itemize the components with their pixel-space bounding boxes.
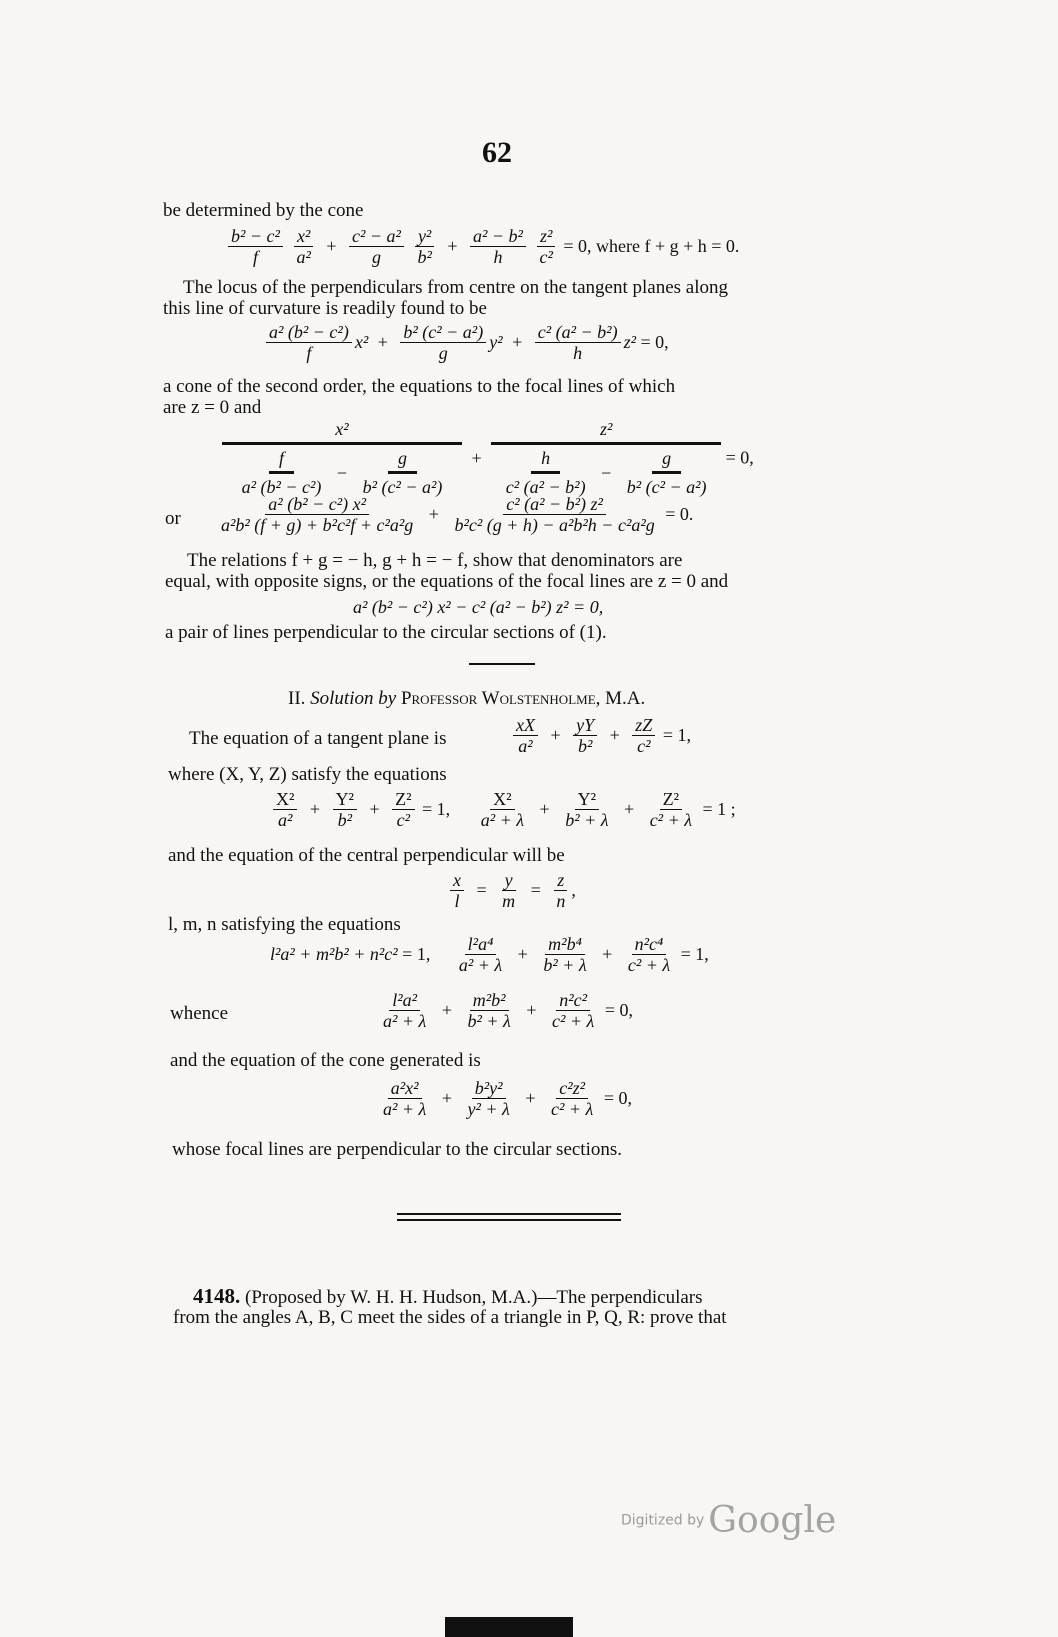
paragraph-text: equal, with opposite signs, or the equations of the focal lines are z = 0 and — [165, 571, 729, 592]
equation-perpendicular: $\frac{x}{l}$ = $\frac{y}{m}$ = $\frac{z}{n}$ , — [447, 870, 576, 911]
equation-tail: = 0, where f + g + h = 0. — [563, 236, 740, 256]
solution-author: Professor Wolstenholme, M.A. — [400, 688, 646, 709]
solution-prefix: II. — [288, 688, 306, 709]
paragraph-text: The relations f + g = − h, g + h = − f, show that denominators are — [187, 550, 683, 571]
section-divider — [469, 663, 535, 665]
digitized-by-text: Digitized by — [621, 1512, 705, 1529]
paragraph-text: The equation of a tangent plane is — [189, 728, 447, 749]
paragraph-text: a pair of lines perpendicular to the circular sections of (1). — [165, 622, 607, 643]
equation-focal-lines: a² (b² − c²) x² − c² (a² − b²) z² = 0, — [353, 597, 604, 617]
digitized-by-google-watermark — [621, 1500, 836, 1541]
equation-cone: $\frac{\text{b² − c²}}{f}$ $\frac{\text{x²}}{\text{a²}}$ + $\frac{\text{c² − a²}}{g}$ $\frac{\text{y²}}{\text{b²}}$ + $\frac{\text{a² − b²}}{h}$ $\frac{\text{z²}}{\text{c²}}$ = 0, where f + g + h = 0. — [225, 226, 739, 267]
equation-cone-generated: $\frac{\text{a²x²}}{\text{a² + λ}}$ + $\frac{\text{b²y²}}{\text{y² + λ}}$ + $\frac{\text{c²z²}}{\text{c² + λ}}$ = 0, — [383, 1078, 632, 1119]
google-logo: Google — [708, 1500, 837, 1541]
problem-number: 4148. — [193, 1284, 241, 1308]
paragraph-text: are z = 0 and — [163, 397, 262, 418]
problem-line-1 — [193, 1285, 703, 1309]
problem-line-2: from the angles A, B, C meet the sides of a triangle in P, Q, R: prove that — [173, 1307, 727, 1328]
paragraph-text: this line of curvature is readily found to be — [163, 298, 487, 319]
paragraph-text: where (X, Y, Z) satisfy the equations — [168, 764, 447, 785]
paragraph-text: and the equation of the cone generated is — [170, 1050, 481, 1071]
equation-xyz: $\frac{\text{X²}}{\text{a²}}$ + $\frac{\text{Y²}}{\text{b²}}$ + $\frac{\text{Z²}}{\text{c²}}$ = 1, $\frac{\text{X²}}{\text{a² + λ}}$ + $\frac{\text{Y²}}{\text{b² + λ}}$ + $\frac{\text{Z²}}{\text{c² + λ}}$ = 1 ; — [270, 789, 736, 830]
solution-heading — [288, 688, 645, 710]
paragraph-text: a cone of the second order, the equations to the focal lines of which — [163, 376, 676, 397]
problem-text: (Proposed by W. H. H. Hudson, M.A.)—The perpendiculars — [245, 1287, 703, 1308]
solution-by: Solution by — [310, 688, 397, 709]
paragraph-text: The locus of the perpendiculars from centre on the tangent planes along — [183, 277, 728, 298]
scan-artifact-bar — [445, 1617, 573, 1637]
equation-lmn: l²a² + m²b² + n²c² = 1, $\frac{\text{l²a⁴}}{\text{a² + λ}}$ + $\frac{\text{m²b⁴}}{\text{b² + λ}}$ + $\frac{\text{n²c⁴}}{\text{c² + λ}}$ = 1, — [270, 934, 709, 975]
equation-focal-compound: x² $\frac{f}{\text{a² (b² − c²)}}$ − $\frac{g}{\text{b² (c² − a²)}}$ + z² $\frac{h}{\text{c² (a² − b²)}}$ − $\frac{g}{\text{b² (c² − a²)}}$ = 0, — [222, 418, 754, 498]
or-label: or — [165, 508, 181, 529]
equation-focal-expanded: $\frac{\text{a² (b² − c²) x²}}{\text{a²b² (f + g) + b²c²f + c²a²g}}$ + $\frac{\text{c² (a² − b²) z²}}{\text{b²c² (g + h) − a²b²h − c²a²g}}$ = 0. — [221, 494, 694, 535]
paragraph-text: whose focal lines are perpendicular to the circular sections. — [172, 1139, 623, 1160]
equation-tangent-plane: $\frac{xX}{\text{a²}}$ + $\frac{yY}{\text{b²}}$ + $\frac{zZ}{\text{c²}}$ = 1, — [510, 715, 691, 756]
equation-locus: $\frac{\text{a² (b² − c²)}}{f}$ x² + $\frac{\text{b² (c² − a²)}}{g}$ y² + $\frac{\text{c² (a² − b²)}}{h}$ z² = 0, — [263, 322, 669, 363]
double-rule-bottom — [397, 1219, 621, 1221]
paragraph-text: be determined by the cone — [163, 200, 364, 221]
paragraph-text: and the equation of the central perpendicular will be — [168, 845, 565, 866]
double-rule-top — [397, 1213, 621, 1215]
whence-label: whence — [170, 1003, 229, 1024]
paragraph-text: l, m, n satisfying the equations — [168, 914, 401, 935]
page-number: 62 — [482, 136, 512, 169]
equation-whence: $\frac{\text{l²a²}}{\text{a² + λ}}$ + $\frac{\text{m²b²}}{\text{b² + λ}}$ + $\frac{\text{n²c²}}{\text{c² + λ}}$ = 0, — [383, 990, 633, 1031]
